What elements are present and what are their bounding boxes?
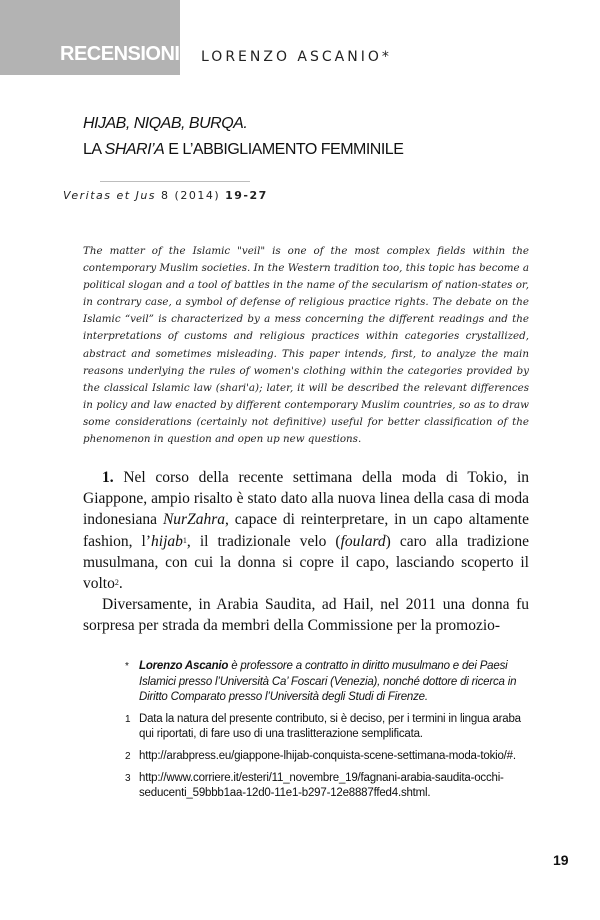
footnote-mark: 1 xyxy=(125,713,131,725)
footnote-author xyxy=(125,659,531,706)
footnote-2 xyxy=(125,749,531,765)
footnote-mark: 2 xyxy=(125,750,131,762)
body-text: Nel corso della recente settimana della moda di Tokio, in Giappone, ampio risalto è stato dato alla nuova linea della casa di moda indonesiana xyxy=(83,469,529,529)
term-hijab: hijab xyxy=(151,532,183,550)
body-text: ) caro alla tradizione musulmana, con cui la donna si copre il capo, lasciando scoperto il volto xyxy=(83,532,529,593)
page-number: 19 xyxy=(553,852,569,868)
article-body xyxy=(83,467,529,637)
footnote-mark: 3 xyxy=(125,772,131,784)
footnote-text: Data la natura del presente contributo, si è deciso, per i termini in lingua araba qui riportati, di fare uso di una traslitterazione semplificata. xyxy=(139,712,521,741)
page-range: 19-27 xyxy=(225,189,268,202)
title-text: E L’ABBIGLIAMENTO FEMMINILE xyxy=(164,141,404,158)
journal-name: Veritas et Jus xyxy=(63,189,157,202)
footnote-link[interactable]: http://arabpress.eu/giappone-lhijab-conquista-scene-settimana-moda-tokio/#. xyxy=(139,749,516,762)
paragraph: Diversamente, in Arabia Saudita, ad Hail, nel 2011 una donna fu sorpresa per strada da membri della Commissione per la promozio- xyxy=(83,596,529,635)
body-text: . xyxy=(118,575,123,593)
footnote-link[interactable]: http://www.corriere.it/esteri/11_novembre_19/fagnani-arabia-saudita-occhi-seducenti_59bbb1aa-12d0-11e1-b297-12e8887ffed4.shtml. xyxy=(139,771,504,800)
author-name: LORENZO ASCANIO* xyxy=(201,49,392,65)
footnote-ref-2[interactable]: 2 xyxy=(114,578,119,588)
footnotes xyxy=(125,659,531,808)
footnote-1 xyxy=(125,712,531,743)
section-label: RECENSIONI xyxy=(60,43,180,65)
brand-name: NurZahra xyxy=(162,511,225,529)
footnote-ref-1[interactable]: 1 xyxy=(182,535,187,545)
body-text: , capace di reinterpretare, in un capo altamente fashion, l’ xyxy=(83,511,529,550)
footnote-mark: * xyxy=(125,661,129,672)
abstract: The matter of the Islamic "veil" is one of the most complex fields within the contemporary Muslim societies. In the Western tradition too, this topic has become a political slogan and a tool of battles in the name of the secularism of nation-states or, in contrary case, a symbol of defense of religious practice rights. The debate on the Islamic “veil” is characterized by a mess concerning the different readings and the interpretations of customs and religious practices within categories crystallized, abstract and sometimes misleading. This paper intends, first, to analyze the main reasons underlying the rules of women's clothing within the categories provided by the classical Islamic law (shari'a); later, it will be described the relevant differences in policy and law enacted by different contemporary Muslim countries, so as to draw some considerations (certainly not definitive) useful for better classification of the phenomenon in question and open up new questions. xyxy=(83,245,529,446)
footnote-text: è professore a contratto in diritto musulmano e dei Paesi Islamici presso l’Università Ca’ Foscari (Venezia), nonché dottore di ricerca in Diritto Comparato presso l’Università degli Studi di Firenze. xyxy=(139,660,517,704)
title-italic-term: SHARI’A xyxy=(104,141,165,158)
section-number: 1. xyxy=(102,469,114,486)
paragraph xyxy=(83,467,529,594)
citation xyxy=(63,189,268,202)
article-title-line-2 xyxy=(83,141,403,159)
title-divider xyxy=(100,181,250,182)
article-title-line-1: HIJAB, NIQAB, BURQA. xyxy=(83,115,248,132)
title-text: LA xyxy=(83,141,105,158)
footnote-3 xyxy=(125,771,531,802)
term-foulard: foulard xyxy=(340,532,386,550)
footnote-author-name: Lorenzo Ascanio xyxy=(139,660,229,672)
journal-issue: 8 (2014) xyxy=(161,189,221,202)
body-text: , il tradizionale velo ( xyxy=(186,532,341,550)
